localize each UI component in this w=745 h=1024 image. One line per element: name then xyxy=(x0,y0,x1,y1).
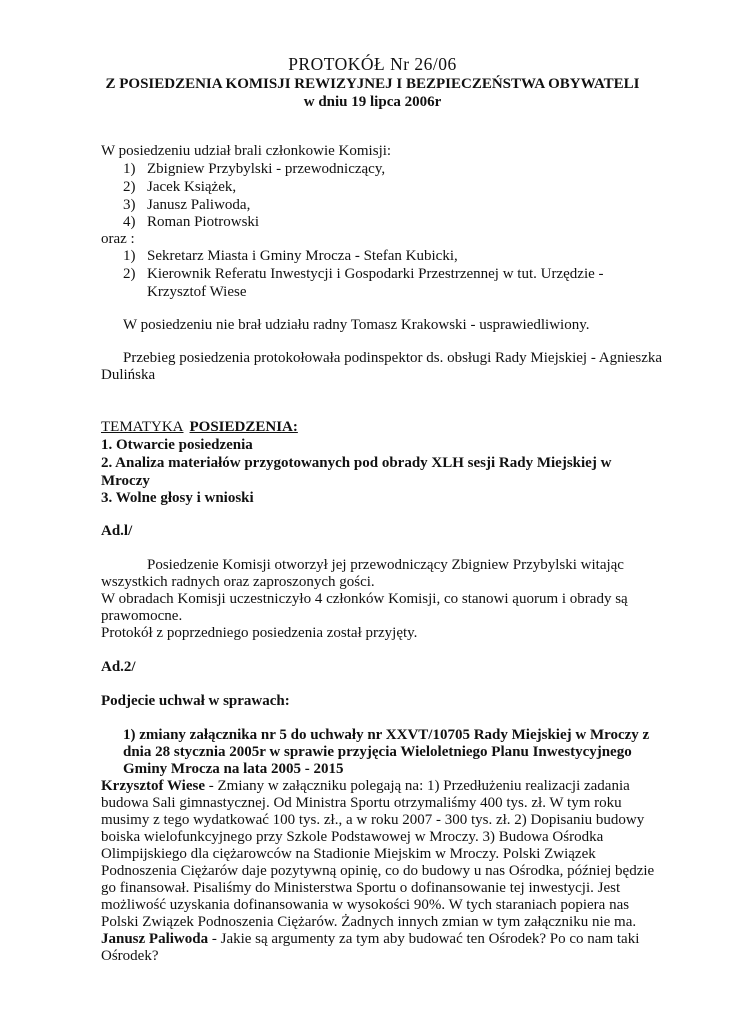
member-item xyxy=(123,179,236,197)
speech-line: możliwość uzyskania dofinansowania w wysokości 90%. W tych staraniach popiera nas xyxy=(101,897,630,913)
guest-name-continuation: Krzysztof Wiese xyxy=(147,284,247,300)
speech-line xyxy=(101,778,630,796)
speech-line: go finansował. Pisaliśmy do Ministerstwa Sportu o dofinansowanie tej inwestycji. Jest xyxy=(101,880,621,896)
ad1-paragraph: W obradach Komisji uczestniczyło 4 członków Komisji, co stanowi ąuorum i obrady są xyxy=(101,591,628,607)
speech-line: Podnoszenia Ciężarów daje pozytywną opinię, co do budowy u nas Ośrodka, później będzie xyxy=(101,863,655,879)
speech-line: budowa Sali gimnastycznej. Od Ministra Sportu otrzymaliśmy 400 tys. zł. W tym roku xyxy=(101,795,622,811)
speech-text: - Jakie są argumenty za tym aby budować ten Ośrodek? Po co nam taki xyxy=(208,931,640,947)
absent-note: W posiedzeniu nie brał udziału radny Tomasz Krakowski - usprawiedliwiony. xyxy=(123,317,590,333)
member-number: 3) xyxy=(123,197,136,213)
ad1-paragraph: Posiedzenie Komisji otworzył jej przewodniczący Zbigniew Przybylski witając xyxy=(147,557,624,573)
protocol-note: Przebieg posiedzenia protokołowała podinspektor ds. obsługi Rady Miejskiej - Agnieszka xyxy=(123,350,663,366)
agenda-item: 1. Otwarcie posiedzenia xyxy=(101,437,253,453)
resolution-title-cont: Gminy Mrocza na lata 2005 - 2015 xyxy=(123,761,344,777)
member-name: Janusz Paliwoda, xyxy=(147,197,251,213)
guest-name: Sekretarz Miasta i Gminy Mrocza - Stefan Kubicki, xyxy=(147,248,458,264)
speech-line: musimy z tego wydatkować 100 tys. zł., a w roku 2007 - 300 tys. zł. 2) Dopisaniu budowy xyxy=(101,812,645,828)
resolution-title: 1) zmiany załącznika nr 5 do uchwały nr XXVT/10705 Rady Miejskiej w Mroczy z xyxy=(123,727,650,743)
agenda-item-continuation: Mroczy xyxy=(101,473,150,489)
guest-number: 1) xyxy=(123,248,136,264)
guest-number: 2) xyxy=(123,266,136,282)
ad1-paragraph-cont: prawomocne. xyxy=(101,608,183,624)
member-item xyxy=(123,197,250,215)
speech-line xyxy=(101,931,639,949)
speech-text: - Zmiany w załączniku polegają na: 1) Przedłużeniu realizacji zadania xyxy=(205,778,630,794)
resolution-title-cont: dnia 28 stycznia 2005r w sprawie przyjęcia Wieloletniego Planu Inwestycyjnego xyxy=(123,744,632,760)
guest-item xyxy=(123,266,604,284)
speech-line: Polski Związek Podnoszenia Ciężarów. Żadnych innych zmian w tym załączniku nie ma. xyxy=(101,914,637,930)
speech-line: Olimpijskiego dla ciężarowców na Stadionie Miejskim w Mroczy. Polski Związek xyxy=(101,846,596,862)
agenda-heading-part: TEMATYKA xyxy=(101,419,184,435)
agenda-heading xyxy=(101,419,298,437)
ad1-paragraph: Protokół z poprzedniego posiedzenia został przyjęty. xyxy=(101,625,418,641)
agenda-item: 3. Wolne głosy i wnioski xyxy=(101,490,254,506)
speaker-name: Krzysztof Wiese xyxy=(101,778,205,794)
member-name: Jacek Książek, xyxy=(147,179,237,195)
guest-item xyxy=(123,248,458,266)
member-number: 2) xyxy=(123,179,136,195)
member-number: 1) xyxy=(123,161,136,177)
ad1-label: Ad.l/ xyxy=(101,523,133,539)
member-number: 4) xyxy=(123,214,136,230)
member-name: Zbigniew Przybylski - przewodniczący, xyxy=(147,161,386,177)
speaker-name: Janusz Paliwoda xyxy=(101,931,209,947)
protocol-note-continuation: Dulińska xyxy=(101,367,156,383)
ad2-label: Ad.2/ xyxy=(101,659,136,675)
member-item xyxy=(123,214,259,232)
speech-line: Ośrodek? xyxy=(101,948,159,964)
member-name: Roman Piotrowski xyxy=(147,214,260,230)
ad1-paragraph-cont: wszystkich radnych oraz zaproszonych gości. xyxy=(101,574,375,590)
document-subtitle: Z POSIEDZENIA KOMISJI REWIZYJNEJ I BEZPIECZEŃSTWA OBYWATELI xyxy=(105,76,640,92)
document-title: PROTOKÓŁ Nr 26/06 xyxy=(288,54,457,74)
ad2-heading: Podjecie uchwał w sprawach: xyxy=(101,693,290,709)
guest-name: Kierownik Referatu Inwestycji i Gospodarki Przestrzennej w tut. Urzędzie - xyxy=(147,266,604,282)
member-item xyxy=(123,161,385,179)
agenda-item: 2. Analiza materiałów przygotowanych pod obrady XLH sesji Rady Miejskiej w xyxy=(101,455,612,471)
document-date: w dniu 19 lipca 2006r xyxy=(303,94,442,110)
speech-line: boiska wielofunkcyjnego przy Szkole Podstawowej w Mroczy. 3) Budowa Ośrodka xyxy=(101,829,604,845)
agenda-heading-part: POSIEDZENIA: xyxy=(189,419,298,435)
attendance-intro: W posiedzeniu udział brali członkowie Komisji: xyxy=(101,143,392,159)
oraz-label: oraz : xyxy=(101,231,135,247)
